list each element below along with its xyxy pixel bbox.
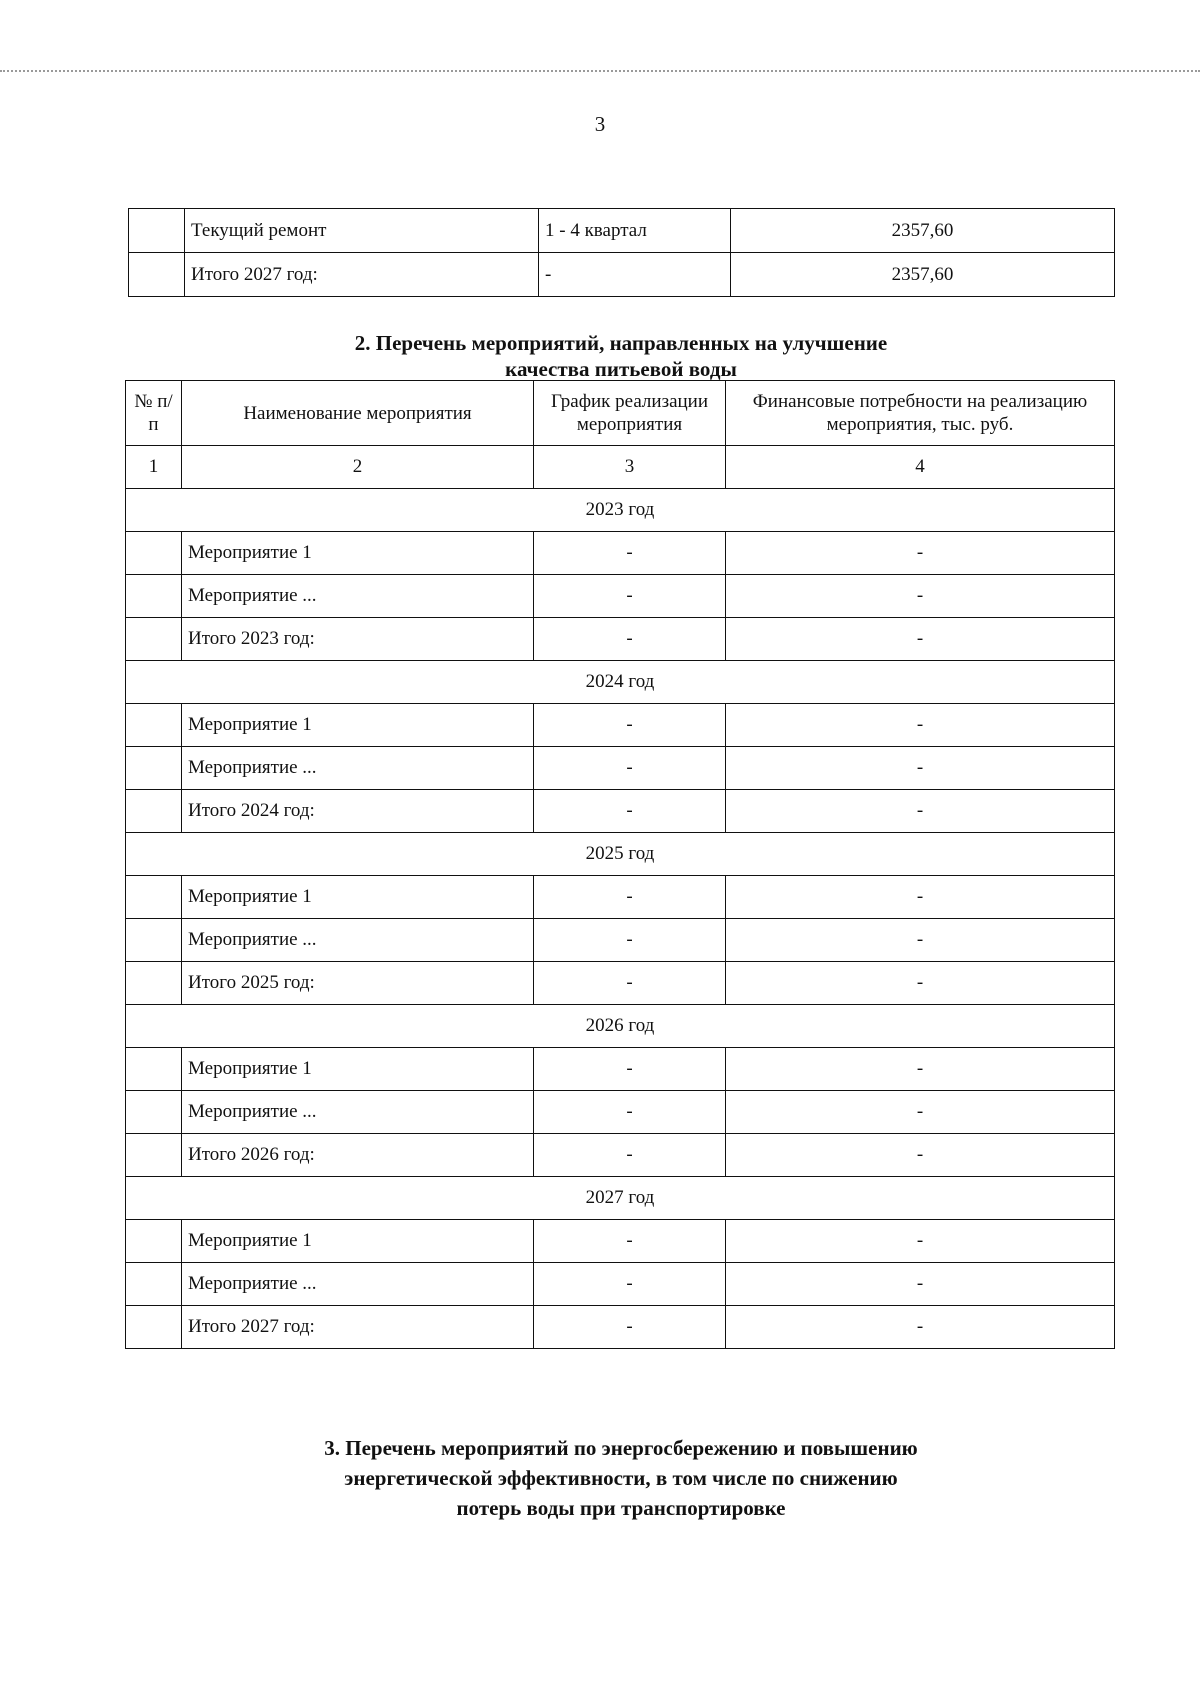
cell-name: Итого 2027 год: bbox=[182, 1306, 534, 1349]
cell-name: Итого 2026 год: bbox=[182, 1134, 534, 1177]
section3-title-line: энергетической эффективности, в том числе по снижению bbox=[344, 1466, 898, 1490]
cell-cost: 2357,60 bbox=[731, 253, 1115, 297]
cell-cost: - bbox=[726, 1306, 1115, 1349]
year-label: 2026 год bbox=[126, 1005, 1115, 1048]
cell-name: Мероприятие ... bbox=[182, 1091, 534, 1134]
year-row bbox=[126, 489, 1115, 532]
continuation-table bbox=[128, 208, 1115, 297]
year-label: 2023 год bbox=[126, 489, 1115, 532]
cell-schedule: - bbox=[534, 1263, 726, 1306]
table-row bbox=[126, 1048, 1115, 1091]
cell-num bbox=[126, 876, 182, 919]
cell-name: Мероприятие 1 bbox=[182, 876, 534, 919]
table-row bbox=[126, 1134, 1115, 1177]
cell-name: Мероприятие ... bbox=[182, 1263, 534, 1306]
table-row bbox=[126, 876, 1115, 919]
cell-schedule: - bbox=[534, 876, 726, 919]
cell-name: Итого 2027 год: bbox=[185, 253, 539, 297]
col-number: 2 bbox=[182, 446, 534, 489]
table-row bbox=[129, 253, 1115, 297]
cell-schedule: - bbox=[534, 1306, 726, 1349]
cell-name: Итого 2023 год: bbox=[182, 618, 534, 661]
cell-schedule: - bbox=[534, 1134, 726, 1177]
cell-num bbox=[126, 1091, 182, 1134]
header-name: Наименование мероприятия bbox=[182, 381, 534, 446]
scan-edge-line bbox=[0, 70, 1200, 72]
cell-name: Мероприятие ... bbox=[182, 747, 534, 790]
cell-cost: - bbox=[726, 618, 1115, 661]
cell-name: Мероприятие 1 bbox=[182, 704, 534, 747]
table-row bbox=[126, 532, 1115, 575]
cell-num bbox=[126, 704, 182, 747]
header-cost: Финансовые потребности на реализацию мероприятия, тыс. руб. bbox=[726, 381, 1115, 446]
measures-table bbox=[125, 380, 1115, 1349]
cell-num bbox=[126, 575, 182, 618]
section3-title bbox=[126, 1433, 1116, 1523]
cell-schedule: - bbox=[534, 618, 726, 661]
cell-num bbox=[126, 962, 182, 1005]
table-row bbox=[126, 919, 1115, 962]
column-number-row bbox=[126, 446, 1115, 489]
table-row bbox=[126, 962, 1115, 1005]
cell-cost: - bbox=[726, 704, 1115, 747]
table-header-row bbox=[126, 381, 1115, 446]
col-number: 4 bbox=[726, 446, 1115, 489]
table-row bbox=[126, 704, 1115, 747]
cell-cost: - bbox=[726, 1048, 1115, 1091]
cell-cost: - bbox=[726, 1220, 1115, 1263]
year-label: 2024 год bbox=[126, 661, 1115, 704]
cell-num bbox=[126, 1220, 182, 1263]
cell-schedule: - bbox=[534, 962, 726, 1005]
cell-cost: - bbox=[726, 919, 1115, 962]
cell-name: Текущий ремонт bbox=[185, 209, 539, 253]
cell-cost: - bbox=[726, 747, 1115, 790]
page-number: 3 bbox=[594, 112, 606, 136]
table-row bbox=[126, 747, 1115, 790]
cell-num bbox=[126, 790, 182, 833]
section2-title bbox=[126, 330, 1116, 382]
cell-num bbox=[126, 747, 182, 790]
table-row bbox=[126, 575, 1115, 618]
cell-cost: - bbox=[726, 962, 1115, 1005]
cell-num bbox=[129, 253, 185, 297]
cell-num bbox=[126, 919, 182, 962]
cell-name: Итого 2024 год: bbox=[182, 790, 534, 833]
table-row bbox=[126, 1263, 1115, 1306]
year-row bbox=[126, 1177, 1115, 1220]
cell-cost: - bbox=[726, 532, 1115, 575]
cell-schedule: - bbox=[534, 1048, 726, 1091]
col-number: 1 bbox=[126, 446, 182, 489]
cell-num bbox=[126, 1306, 182, 1349]
year-row bbox=[126, 661, 1115, 704]
section2-title-line: 2. Перечень мероприятий, направленных на улучшение bbox=[354, 331, 888, 355]
year-label: 2025 год bbox=[126, 833, 1115, 876]
cell-schedule: - bbox=[534, 790, 726, 833]
cell-name: Мероприятие ... bbox=[182, 919, 534, 962]
cell-cost: - bbox=[726, 1263, 1115, 1306]
cell-cost: - bbox=[726, 1134, 1115, 1177]
cell-cost: - bbox=[726, 790, 1115, 833]
section2-title-line: качества питьевой воды bbox=[505, 357, 737, 381]
cell-schedule: - bbox=[534, 575, 726, 618]
cell-num bbox=[126, 532, 182, 575]
cell-schedule: - bbox=[534, 1091, 726, 1134]
cell-schedule: - bbox=[539, 253, 731, 297]
cell-schedule: - bbox=[534, 747, 726, 790]
section3-title-line: 3. Перечень мероприятий по энергосбережению и повышению bbox=[324, 1436, 918, 1460]
table-row bbox=[129, 209, 1115, 253]
cell-schedule: - bbox=[534, 919, 726, 962]
table-row bbox=[126, 1220, 1115, 1263]
header-schedule: График реализации мероприятия bbox=[534, 381, 726, 446]
cell-name: Мероприятие ... bbox=[182, 575, 534, 618]
cell-cost: 2357,60 bbox=[731, 209, 1115, 253]
cell-name: Мероприятие 1 bbox=[182, 1220, 534, 1263]
year-label: 2027 год bbox=[126, 1177, 1115, 1220]
table-row bbox=[126, 618, 1115, 661]
table-row bbox=[126, 1091, 1115, 1134]
cell-schedule: - bbox=[534, 1220, 726, 1263]
cell-num bbox=[126, 1134, 182, 1177]
cell-name: Итого 2025 год: bbox=[182, 962, 534, 1005]
cell-schedule: 1 - 4 квартал bbox=[539, 209, 731, 253]
cell-schedule: - bbox=[534, 704, 726, 747]
cell-cost: - bbox=[726, 575, 1115, 618]
header-num: № п/п bbox=[126, 381, 182, 446]
cell-name: Мероприятие 1 bbox=[182, 532, 534, 575]
cell-num bbox=[129, 209, 185, 253]
cell-num bbox=[126, 1263, 182, 1306]
year-row bbox=[126, 833, 1115, 876]
cell-schedule: - bbox=[534, 532, 726, 575]
table-row bbox=[126, 790, 1115, 833]
cell-name: Мероприятие 1 bbox=[182, 1048, 534, 1091]
table-row bbox=[126, 1306, 1115, 1349]
cell-cost: - bbox=[726, 1091, 1115, 1134]
cell-num bbox=[126, 618, 182, 661]
cell-cost: - bbox=[726, 876, 1115, 919]
col-number: 3 bbox=[534, 446, 726, 489]
cell-num bbox=[126, 1048, 182, 1091]
section3-title-line: потерь воды при транспортировке bbox=[456, 1496, 786, 1520]
year-row bbox=[126, 1005, 1115, 1048]
